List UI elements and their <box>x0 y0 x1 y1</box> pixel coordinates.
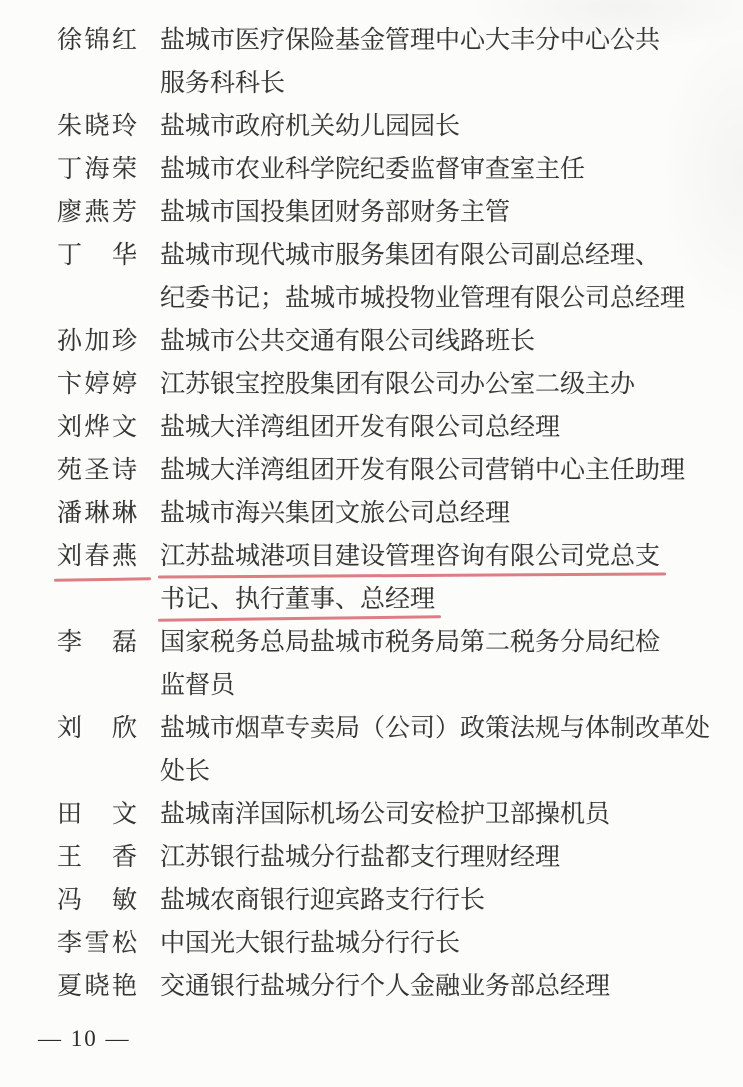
person-name-char: 松 <box>111 929 137 957</box>
person-title-line <box>160 876 485 919</box>
person-title-line <box>160 188 510 231</box>
person-name-cell <box>57 317 137 360</box>
person-title-line <box>160 661 660 704</box>
person-title-text: 盐城大洋湾组团开发有限公司营销中心主任助理 <box>160 456 686 484</box>
person-title-line <box>160 16 660 59</box>
person-name-char: 李 <box>57 929 83 957</box>
list-item <box>0 962 743 1005</box>
person-title-line <box>160 360 635 403</box>
list-item <box>0 188 743 231</box>
list-item <box>0 618 743 704</box>
person-name-cell <box>57 833 137 876</box>
list-item <box>0 102 743 145</box>
person-title-text: 监督员 <box>160 671 236 699</box>
person-title <box>137 532 660 618</box>
person-name-char: 加 <box>84 327 110 355</box>
person-name-char: 冯 <box>57 886 83 914</box>
person-title-text: 江苏盐城港项目建设管理咨询有限公司党总支 <box>160 536 660 572</box>
list-item <box>0 403 743 446</box>
person-name-char: 玲 <box>111 112 137 140</box>
person-name-char: 琳 <box>111 499 137 527</box>
person-title-line <box>160 274 685 317</box>
person-title-line <box>160 102 460 145</box>
person-name <box>57 622 137 658</box>
person-name-char: 刘 <box>57 542 83 570</box>
person-name-cell <box>57 231 137 274</box>
page-number-label: — 10 — <box>38 1026 131 1051</box>
list-item <box>0 790 743 833</box>
person-name-char: 圣 <box>84 456 110 484</box>
person-name-char: 夏 <box>57 972 83 1000</box>
person-name-char: 香 <box>111 843 137 871</box>
person-title-line <box>160 747 710 790</box>
person-name <box>57 794 137 830</box>
person-name-char: 春 <box>84 542 110 570</box>
list-item <box>0 145 743 188</box>
person-title-text: 中国光大银行盐城分行行长 <box>160 929 461 957</box>
person-name-char: 婷 <box>111 370 137 398</box>
person-name <box>57 364 137 400</box>
person-title <box>137 876 485 919</box>
person-name-char: 燕 <box>84 198 110 226</box>
person-name-char: 琳 <box>84 499 110 527</box>
person-title-line <box>160 317 535 360</box>
person-title <box>137 145 585 188</box>
person-name <box>57 106 137 142</box>
person-title-text: 江苏银行盐城分行盐都支行理财经理 <box>160 843 561 871</box>
person-name-char: 荣 <box>111 155 137 183</box>
person-title-text: 盐城市现代城市服务集团有限公司副总经理、 <box>160 241 661 269</box>
person-title-text: 交通银行盐城分行个人金融业务部总经理 <box>160 972 611 1000</box>
person-name-char: 燕 <box>111 542 137 570</box>
person-name-cell <box>57 188 137 231</box>
person-name <box>57 837 137 873</box>
person-title <box>137 317 535 360</box>
person-name-char: 徐 <box>57 26 83 54</box>
person-title-text: 盐城市医疗保险基金管理中心大丰分中心公共 <box>160 26 661 54</box>
person-name <box>57 450 137 486</box>
person-name-char: 磊 <box>111 628 137 656</box>
person-name-char: 欣 <box>111 714 137 742</box>
person-name <box>57 235 137 271</box>
person-name-char: 敏 <box>111 886 137 914</box>
person-title-text: 服务科科长 <box>160 69 286 97</box>
list-item <box>0 317 743 360</box>
person-name-char: 刘 <box>57 714 83 742</box>
person-title-text: 盐城市海兴集团文旅公司总经理 <box>160 499 511 527</box>
person-title-text: 盐城市农业科学院纪委监督审查室主任 <box>160 155 586 183</box>
list-item <box>0 16 743 102</box>
list-item <box>0 876 743 919</box>
person-name-char: 卞 <box>57 370 83 398</box>
person-title-text: 处长 <box>160 757 211 785</box>
person-name-char: 诗 <box>111 456 137 484</box>
person-title <box>137 618 660 704</box>
person-name-cell <box>57 489 137 532</box>
person-name-char: 艳 <box>111 972 137 1000</box>
person-name-cell <box>57 102 137 145</box>
person-name-char: 海 <box>84 155 110 183</box>
person-name-cell <box>57 704 137 747</box>
person-title-text: 盐城大洋湾组团开发有限公司总经理 <box>160 413 561 441</box>
person-title-text: 盐城市政府机关幼儿园园长 <box>160 112 461 140</box>
person-name-cell <box>57 962 137 1005</box>
person-name-cell <box>57 16 137 59</box>
person-title-text: 盐城市公共交通有限公司线路班长 <box>160 327 536 355</box>
person-name-char: 田 <box>57 800 83 828</box>
person-name-char: 李 <box>57 628 83 656</box>
person-title <box>137 489 510 532</box>
person-title <box>137 16 660 102</box>
person-title-text: 书记、执行董事、总经理 <box>160 579 435 615</box>
person-title <box>137 962 610 1005</box>
person-name <box>57 966 137 1002</box>
person-name-cell <box>57 618 137 661</box>
person-name-char: 孙 <box>57 327 83 355</box>
list-item <box>0 489 743 532</box>
person-name-char: 丁 <box>57 155 83 183</box>
person-name-cell <box>57 360 137 403</box>
person-title-line <box>160 704 710 747</box>
person-name <box>57 536 137 572</box>
person-name <box>57 708 137 744</box>
person-name-char: 珍 <box>111 327 137 355</box>
person-name-cell <box>57 919 137 962</box>
person-name-cell <box>57 446 137 489</box>
list-item <box>0 360 743 403</box>
person-title <box>137 231 685 317</box>
person-name-char: 芳 <box>111 198 137 226</box>
person-title <box>137 360 635 403</box>
person-name-cell <box>57 532 137 575</box>
person-title-line <box>160 145 585 188</box>
person-title-text: 国家税务总局盐城市税务局第二税务分局纪检 <box>160 628 661 656</box>
person-name-cell <box>57 145 137 188</box>
person-name-char: 潘 <box>57 499 83 527</box>
person-title-line <box>160 403 560 446</box>
person-name-char: 红 <box>111 26 137 54</box>
person-title-text: 江苏银宝控股集团有限公司办公室二级主办 <box>160 370 636 398</box>
person-name-char: 晓 <box>84 972 110 1000</box>
person-title-text: 盐城市烟草专卖局（公司）政策法规与体制改革处 <box>160 714 711 742</box>
person-name <box>57 149 137 185</box>
person-name-cell <box>57 403 137 446</box>
person-name-char: 晓 <box>84 112 110 140</box>
person-name-char: 烨 <box>84 413 110 441</box>
person-name-char: 朱 <box>57 112 83 140</box>
person-title-line <box>160 59 660 102</box>
person-title-line <box>160 618 660 661</box>
person-title-line <box>160 962 610 1005</box>
person-title-line <box>160 489 510 532</box>
person-name-char: 文 <box>111 800 137 828</box>
list-item <box>0 919 743 962</box>
person-name <box>57 321 137 357</box>
person-title-line <box>160 231 685 274</box>
person-title-text: 盐城南洋国际机场公司安检护卫部操机员 <box>160 800 611 828</box>
list-item <box>0 446 743 489</box>
person-name-char: 文 <box>111 413 137 441</box>
person-name-cell <box>57 876 137 919</box>
person-title-line <box>160 919 460 962</box>
person-title <box>137 188 510 231</box>
person-title <box>137 102 460 145</box>
person-title-line <box>160 446 685 489</box>
person-name-char: 王 <box>57 843 83 871</box>
person-name <box>57 923 137 959</box>
person-title-text: 纪委书记；盐城市城投物业管理有限公司总经理 <box>160 284 686 312</box>
person-title <box>137 833 560 876</box>
person-name-char: 刘 <box>57 413 83 441</box>
person-title-text: 盐城市国投集团财务部财务主管 <box>160 198 511 226</box>
person-title <box>137 704 710 790</box>
person-name <box>57 20 137 56</box>
person-title-line <box>160 575 660 618</box>
person-name-char: 华 <box>111 241 137 269</box>
list-item <box>0 704 743 790</box>
person-title <box>137 790 610 833</box>
person-name-char: 雪 <box>84 929 110 957</box>
person-title-text: 盐城农商银行迎宾路支行行长 <box>160 886 486 914</box>
person-title-line <box>160 532 660 575</box>
person-name <box>57 407 137 443</box>
person-name-char: 苑 <box>57 456 83 484</box>
person-name <box>57 493 137 529</box>
person-name <box>57 192 137 228</box>
person-name-char: 婷 <box>84 370 110 398</box>
person-title <box>137 919 460 962</box>
list-item <box>0 532 743 618</box>
person-title-line <box>160 790 610 833</box>
person-name-char: 丁 <box>57 241 83 269</box>
person-title-line <box>160 833 560 876</box>
person-name-char: 廖 <box>57 198 83 226</box>
person-title <box>137 403 560 446</box>
list-item <box>0 231 743 317</box>
person-name <box>57 880 137 916</box>
person-title <box>137 446 685 489</box>
list-item <box>0 833 743 876</box>
page-number <box>38 1026 131 1052</box>
person-name-char: 锦 <box>84 26 110 54</box>
person-name-cell <box>57 790 137 833</box>
